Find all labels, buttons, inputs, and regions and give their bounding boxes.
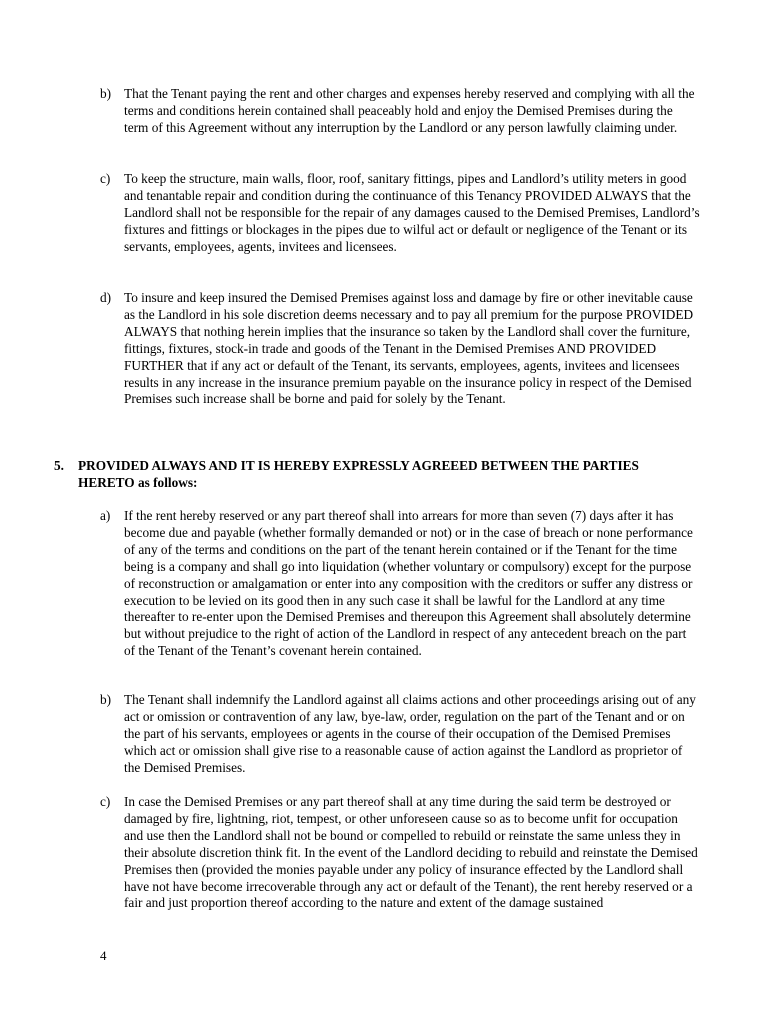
clause-label: b) — [100, 692, 112, 707]
clause-b-peaceable-enjoyment — [100, 86, 700, 137]
clause-text: That the Tenant paying the rent and other charges and expenses hereby reserved and complying with all the terms and conditions herein contained shall peaceably hold and enjoy the Demised Premises during the term of this Agreement without any interruption by the Landlord or any person lawfully claiming under. — [124, 86, 695, 135]
clause-text: To insure and keep insured the Demised Premises against loss and damage by fire or other inevitable cause as the Landlord in his sole discretion deems necessary and to pay all premium for the purpose PROVIDED ALWAYS that nothing herein implies that the insurance so taken by the Landlord shall cover the furniture, fittings, fixtures, stock-in trade and goods of the Tenant in the Demised Premises AND PROVIDED FURTHER that if any act or default of the Tenant, its servants, employees, agents, invitees and licensees results in any increase in the insurance premium payable on the insurance policy in respect of the Demised Premises such increase shall be borne and paid for solely by the Tenant. — [124, 290, 694, 407]
clause-5a-re-entry — [100, 508, 700, 660]
section-number: 5. — [54, 458, 64, 473]
clause-text: In case the Demised Premises or any part thereof shall at any time during the said term be destroyed or damaged by fire, lightning, riot, tempest, or other unforeseen cause so as to become unfit for occupation and use then the Landlord shall not be bound or compelled to rebuild or reinstate the same unless they in their absolute discretion think fit. In the event of the Landlord deciding to rebuild and reinstate the Demised Premises then (provided the monies payable under any policy of insurance effected by the Landlord shall have not have become irrecoverable through any act or default of the Tenant), the rent hereby reserved or a fair and just proportion thereof according to the nature and extent of the damage sustained — [124, 794, 698, 911]
section-heading-text: PROVIDED ALWAYS AND IT IS HEREBY EXPRESSLY AGREEED BETWEEN THE PARTIES HERETO as follows: — [78, 458, 639, 490]
page-number: 4 — [100, 948, 107, 963]
clause-text: If the rent hereby reserved or any part thereof shall into arrears for more than seven (7) days after it has become due and payable (whether formally demanded or not) or in the case of breach or none performance of any of the terms and conditions on the part of the tenant herein contained or if the Tenant for the time being is a company and shall go into liquidation (whether voluntary or compulsory) except for the purpose of reconstruction or amalgamation or enter into any composition with the creditors or suffer any distress or execution to be levied on its good then in any such case it shall be lawful for the Landlord at any time thereafter to re-enter upon the Demised Premises and thereupon this Agreement shall absolutely determine but without prejudice to the right of action of the Landlord in respect of any antecedent breach on the part of the Tenant of the Tenant’s covenant herein contained. — [124, 508, 693, 659]
clause-label: c) — [100, 171, 111, 186]
clause-label: a) — [100, 508, 111, 523]
section-5-heading — [54, 458, 684, 492]
clause-text: The Tenant shall indemnify the Landlord against all claims actions and other proceedings arising out of any act or omission or contravention of any law, bye-law, order, regulation on the part of the Tenant and or on the part of his servants, employees or agents in the course of their occupation of the Demised Premises which act or omission shall give rise to a reasonable cause of action against the Landlord as proprietor of the Demised Premises. — [124, 692, 696, 775]
clause-5c-destruction — [100, 794, 700, 912]
clause-label: c) — [100, 794, 111, 809]
clause-c-repair — [100, 171, 700, 256]
clause-label: b) — [100, 86, 112, 101]
clause-5b-indemnity — [100, 692, 700, 777]
clause-d-insurance — [100, 290, 700, 408]
clause-label: d) — [100, 290, 112, 305]
clause-text: To keep the structure, main walls, floor, roof, sanitary fittings, pipes and Landlord’s utility meters in good and tenantable repair and condition during the continuance of this Tenancy PROVIDED ALWAYS that the Landlord shall not be responsible for the repair of any damages caused to the Demised Premises, Landlord’s fixtures and fittings or blockages in the pipes due to wilful act or default or negligence of the Tenant or its servants, employees, agents, invitees and licensees. — [124, 171, 700, 254]
